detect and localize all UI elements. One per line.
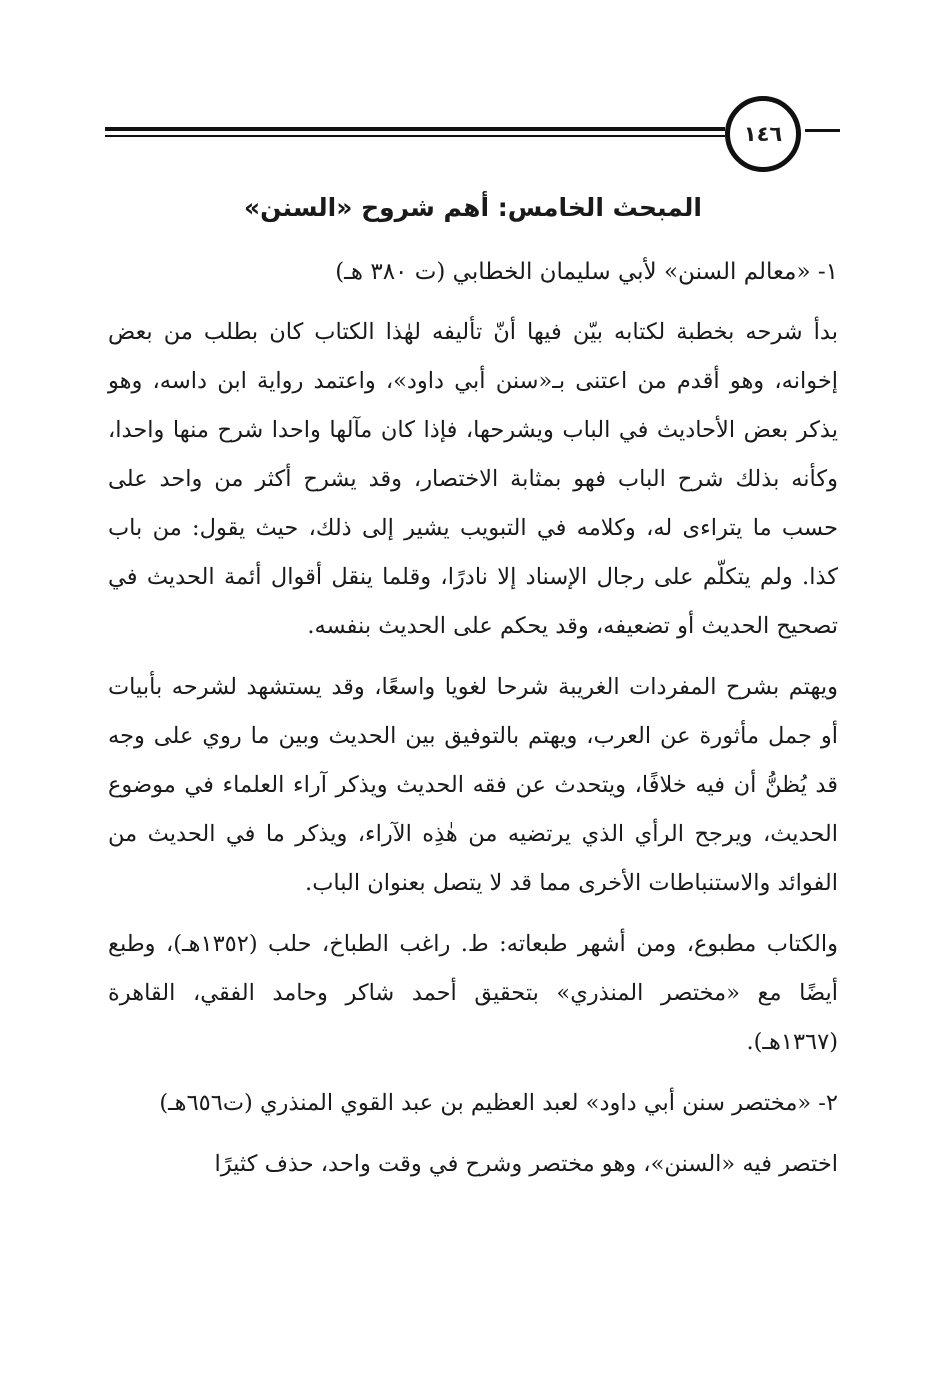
section-title: المبحث الخامس: أهم شروح «السنن» <box>244 193 702 222</box>
header-rule-right <box>805 129 840 132</box>
page-number: ١٤٦ <box>743 122 783 146</box>
item-heading-1: ١- «معالم السنن» لأبي سليمان الخطابي (ت ٣٨٠ هـ) <box>335 259 838 285</box>
header-rule-thick <box>105 127 725 131</box>
page-number-badge <box>725 96 801 172</box>
paragraph-2-1: اختصر فيه «السنن»، وهو مختصر وشرح في وقت واحد، حذف كثيرًا <box>214 1151 838 1177</box>
page-body <box>108 186 838 1201</box>
paragraph-1-2: ويهتم بشرح المفردات الغريبة شرحا لغويا واسعًا، وقد يستشهد لشرحه بأبيات أو جمل مأثورة عن العرب، ويهتم بالتوفيق بين الحديث وبين ما روي على وجه قد يُظنُّ أن فيه خلافًا، ويتحدث عن فقه الحديث ويذكر آراء العلماء في موضوع الحديث، ويرجح الرأي الذي يرتضيه من هٰذِه الآراء، ويذكر ما في الحديث من الفوائد والاستنباطات الأخرى مما قد لا يتصل بعنوان الباب. <box>108 674 838 896</box>
item-heading-2: ٢- «مختصر سنن أبي داود» لعبد العظيم بن عبد القوي المنذري (ت٦٥٦هـ) <box>159 1090 838 1116</box>
paragraph-1-3: والكتاب مطبوع، ومن أشهر طبعاته: ط. راغب الطباخ، حلب (١٣٥٢هـ)، وطبع أيضًا مع «مختصر المنذري» بتحقيق أحمد شاكر وحامد الفقي، القاهرة (١٣٦٧هـ). <box>108 931 838 1055</box>
page-header <box>105 96 840 176</box>
paragraph-1-1: بدأ شرحه بخطبة لكتابه بيّن فيها أنّ تأليفه لهٰذا الكتاب كان بطلب من بعض إخوانه، وهو أقدم من اعتنى بـ«سنن أبي داود»، واعتمد رواية ابن داسه، وهو يذكر بعض الأحاديث في الباب ويشرحها، فإذا كان مآلها واحدا شرح منها واحدا، وكأنه بذلك شرح الباب فهو بمثابة الاختصار، وقد يشرح أكثر من واحد على حسب ما يتراءى له، وكلامه في التبويب يشير إلى ذلك، حيث يقول: من باب كذا. ولم يتكلّم على رجال الإسناد إلا نادرًا، وقلما ينقل أقوال أئمة الحديث في تصحيح الحديث أو تضعيفه، وقد يحكم على الحديث بنفسه. <box>108 319 838 639</box>
header-rule-thin <box>105 135 725 137</box>
